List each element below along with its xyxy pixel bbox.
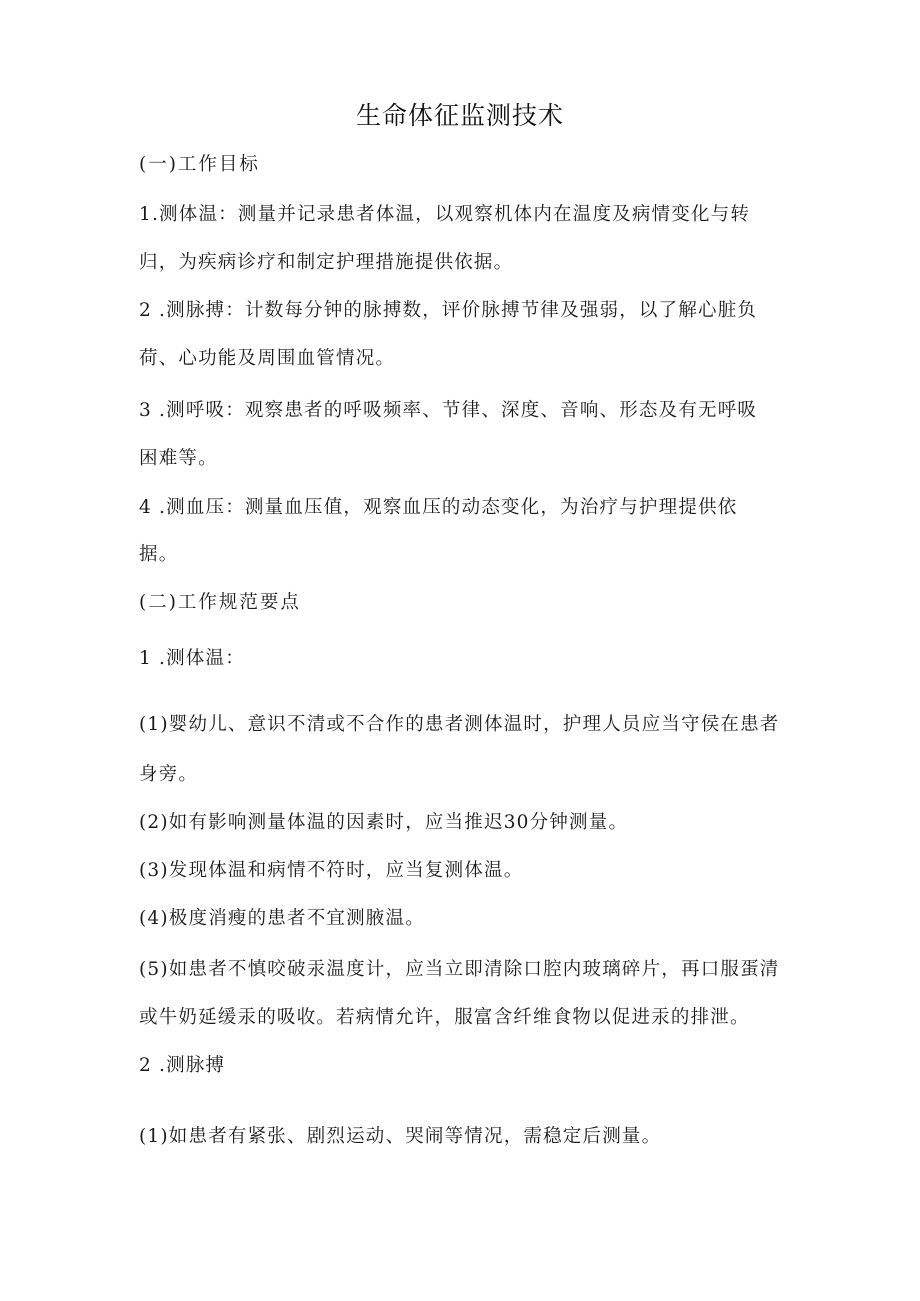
list-item-continuation: 身旁。: [139, 764, 199, 785]
list-item-continuation: 或牛奶延缓汞的吸收。若病情允许，服富含纤维食物以促进汞的排泄。: [139, 1007, 750, 1028]
paragraph-line: 1.测体温：测量并记录患者体温，以观察机体内在温度及病情变化与转: [139, 204, 751, 225]
list-item: (3)发现体温和病情不符时，应当复测体温。: [139, 860, 524, 881]
paragraph-line: 2 .测脉搏：计数每分钟的脉搏数，评价脉搏节律及强弱，以了解心脏负: [139, 300, 758, 321]
section-heading-specs: (二)工作规范要点: [139, 592, 301, 613]
list-item: (4)极度消瘦的患者不宜测腋温。: [139, 908, 425, 929]
paragraph-line: 荷、心功能及周围血管情况。: [139, 348, 396, 369]
section-heading-goals: (一)工作目标: [139, 154, 260, 175]
paragraph-line: 3 .测呼吸：观察患者的呼吸频率、节律、深度、音响、形态及有无呼吸: [139, 400, 758, 421]
paragraph-line: 归，为疾病诊疗和制定护理措施提供依据。: [139, 252, 514, 273]
list-item: (1)婴幼儿、意识不清或不合作的患者测体温时，护理人员应当守侯在患者: [139, 714, 780, 735]
list-item: (5)如患者不慎咬破汞温度计，应当立即清除口腔内玻璃碎片，再口服蛋清: [139, 959, 780, 980]
paragraph-line: 据。: [139, 544, 179, 565]
subheading-temperature: 1 .测体温：: [139, 648, 245, 669]
document-title: 生命体征监测技术: [355, 101, 564, 130]
paragraph-line: 4 .测血压：测量血压值，观察血压的动态变化，为治疗与护理提供依: [139, 497, 738, 518]
list-item: (2)如有影响测量体温的因素时，应当推迟30分钟测量。: [139, 812, 629, 833]
paragraph-line: 困难等。: [139, 448, 218, 469]
subheading-pulse: 2 .测脉搏: [139, 1055, 226, 1076]
list-item: (1)如患者有紧张、剧烈运动、哭闹等情况，需稳定后测量。: [139, 1126, 662, 1147]
